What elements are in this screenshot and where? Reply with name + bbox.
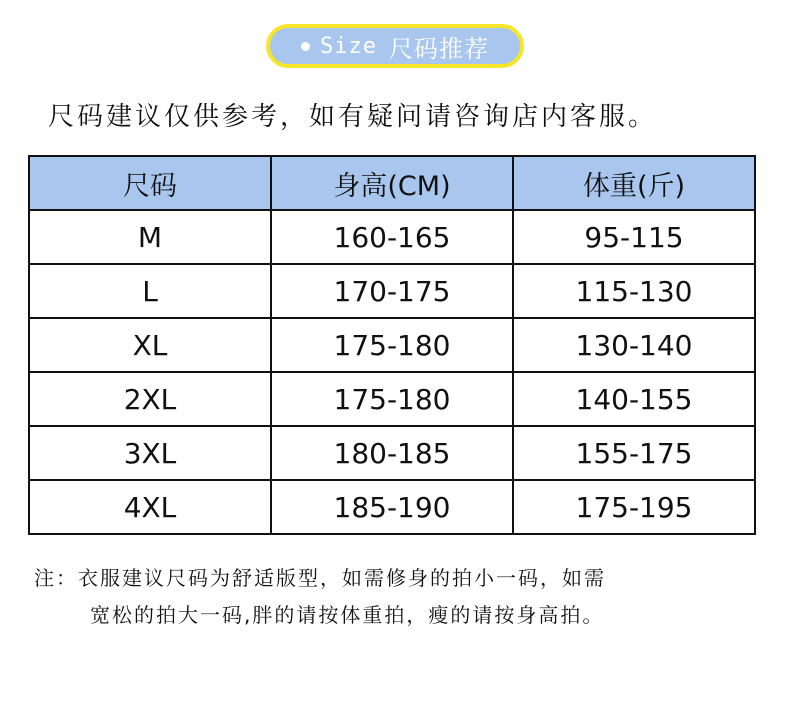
height-cell: 175-180 [271, 318, 513, 372]
size-cell: M [29, 210, 271, 264]
header-height: 身高(CM) [271, 156, 513, 210]
table-row [29, 318, 755, 372]
intro-text: 尺码建议仅供参考，如有疑问请咨询店内客服。 [48, 102, 658, 132]
size-cell: 4XL [29, 480, 271, 534]
header-size: 尺码 [29, 156, 271, 210]
table-row [29, 210, 755, 264]
size-cell: L [29, 264, 271, 318]
footnote [34, 560, 606, 634]
weight-cell: 140-155 [513, 372, 755, 426]
size-cell: XL [29, 318, 271, 372]
height-cell: 185-190 [271, 480, 513, 534]
table-row [29, 264, 755, 318]
table-row [29, 480, 755, 534]
weight-cell: 175-195 [513, 480, 755, 534]
height-cell: 170-175 [271, 264, 513, 318]
table-row [29, 426, 755, 480]
table-row [29, 372, 755, 426]
header-weight: 体重(斤) [513, 156, 755, 210]
weight-cell: 95-115 [513, 210, 755, 264]
size-chart-table [28, 155, 756, 535]
footnote-line-2: 宽松的拍大一码,胖的请按体重拍，瘦的请按身高拍。 [90, 603, 605, 627]
title-badge [266, 24, 524, 68]
weight-cell: 155-175 [513, 426, 755, 480]
size-cell: 2XL [29, 372, 271, 426]
title-latin-text: Size [320, 33, 377, 59]
height-cell: 160-165 [271, 210, 513, 264]
height-cell: 175-180 [271, 372, 513, 426]
size-cell: 3XL [29, 426, 271, 480]
table-header-row [29, 156, 755, 210]
title-chinese-text: 尺码推荐 [388, 34, 489, 63]
height-cell: 180-185 [271, 426, 513, 480]
weight-cell: 115-130 [513, 264, 755, 318]
bullet-dot-icon [301, 42, 310, 51]
weight-cell: 130-140 [513, 318, 755, 372]
footnote-line-1: 注：衣服建议尺码为舒适版型，如需修身的拍小一码，如需 [34, 566, 606, 590]
